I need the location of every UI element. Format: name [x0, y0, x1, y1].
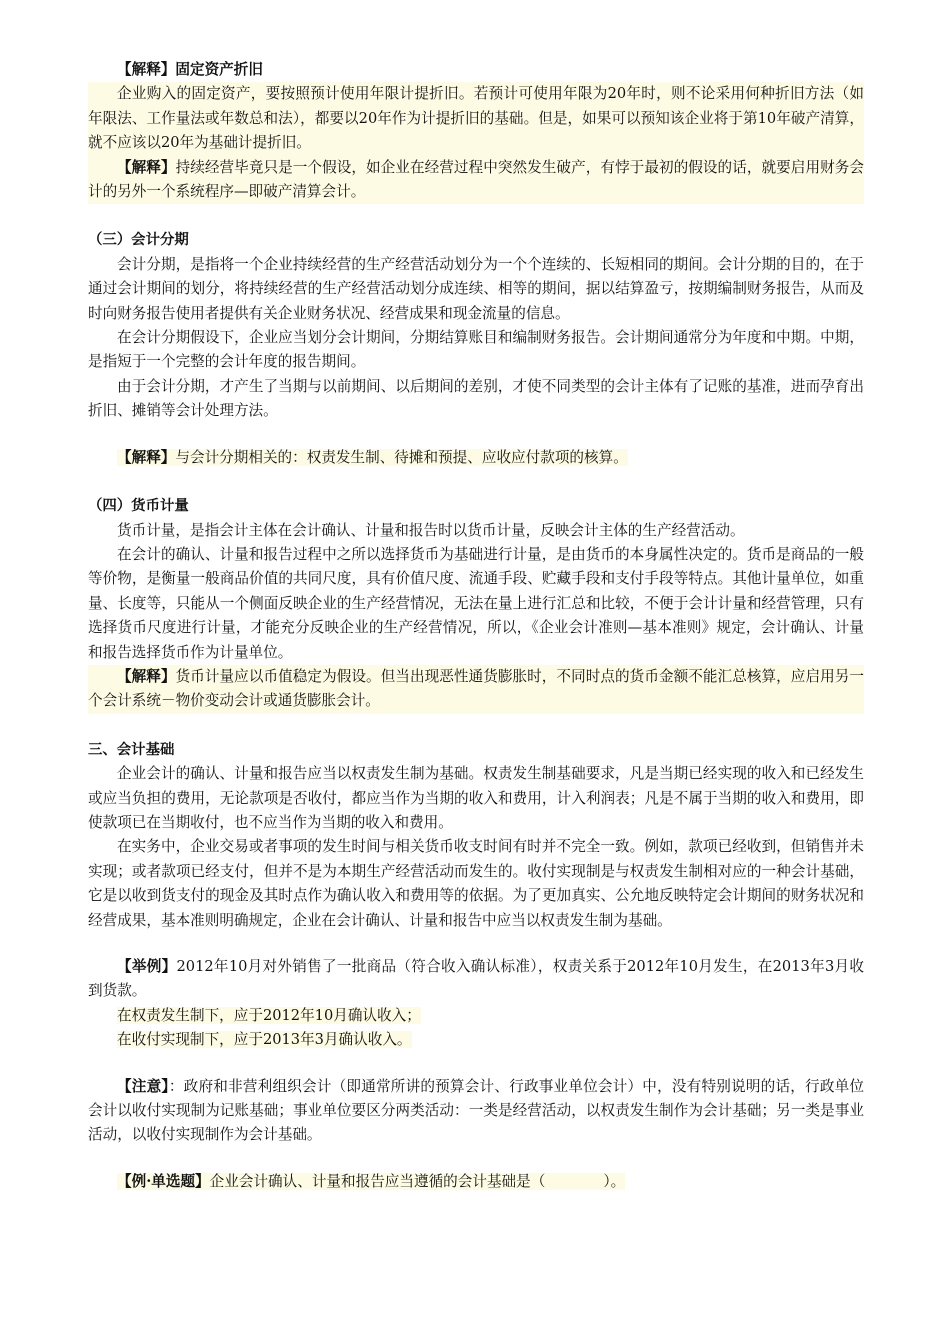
note-text: 与会计分期相关的：权责发生制、待摊和预提、应收应付款项的核算。: [175, 448, 628, 466]
note-label: 【解释】: [117, 448, 176, 466]
note-government-accounting: [88, 1075, 864, 1148]
note-label: 【解释】: [117, 158, 176, 176]
heading-accounting-basis: 三、会计基础: [88, 741, 175, 758]
note-period: [88, 446, 864, 470]
example-text: 2012年10月对外销售了一批商品（符合收入确认标准），权责关系于2012年10月发生，在2013年3月收到货款。: [88, 958, 864, 1000]
example-label: 【举例】: [117, 958, 177, 975]
section-title-depreciation: 【解释】固定资产折旧: [117, 61, 263, 78]
paragraph-depreciation: 企业购入的固定资产，要按照预计使用年限计提折旧。若预计可使用年限为20年时，则不论采用何种折旧方法（如年限法、工作量法或年数总和法），都要以20年作为计提折旧的基础。但是，如果可以预知该企业将于第10年破产清算，就不应该以20年为基础计提折旧。: [88, 82, 864, 155]
note-text: 货币计量应以币值稳定为假设。但当出现恶性通货膨胀时，不同时点的货币金额不能汇总核算，应启用另一个会计系统－物价变动会计或通货膨胀会计。: [88, 667, 864, 710]
paragraph-period-1: 会计分期，是指将一个企业持续经营的生产经营活动划分为一个个连续的、长短相同的期间。会计分期的目的，在于通过会计期间的划分，将持续经营的生产经营活动划分成连续、相等的期间，据以结算盈亏，按期编制财务报告，从而及时向财务报告使用者提供有关企业财务状况、经营成果和现金流量的信息。: [88, 255, 864, 322]
paragraph-period-2: 在会计分期假设下，企业应当划分会计期间，分期结算账目和编制财务报告。会计期间通常分为年度和中期。中期，是指短于一个完整的会计年度的报告期间。: [88, 329, 864, 371]
question-single-choice: [88, 1170, 864, 1194]
paragraph-monetary-2: 在会计的确认、计量和报告过程中之所以选择货币为基础进行计量，是由货币的本身属性决定的。货币是商品的一般等价物，是衡量一般商品价值的共同尺度，具有价值尺度、流通手段、贮藏手段和支付手段等特点。其他计量单位，如重量、长度等，只能从一个侧面反映企业的生产经营情况，无法在量上进行汇总和比较，不便于会计计量和经营管理，只有选择货币尺度进行计量，才能充分反映企业的生产经营情况，所以，《企业会计准则—基本准则》规定，会计确认、计量和报告选择货币作为计量单位。: [88, 545, 864, 661]
note-label: 【注意】: [117, 1077, 169, 1095]
question-end: ）。: [603, 1172, 626, 1190]
note-going-concern: [88, 156, 864, 205]
note-monetary: [88, 665, 864, 714]
paragraph-basis-2: 在实务中，企业交易或者事项的发生时间与相关货币收支时间有时并不完全一致。例如，款项已经收到，但销售并未实现；或者款项已经支付，但并不是为本期生产经营活动而发生的。收付实现制是与权责发生制相对应的一种会计基础，它是以收到货支付的现金及其时点作为确认收入和费用等的依据。为了更加真实、公允地反映特定会计期间的财务状况和经营成果，基本准则明确规定，企业在会计确认、计量和报告中应当以权责发生制为基础。: [88, 838, 864, 929]
heading-accounting-period: （三）会计分期: [88, 232, 189, 249]
heading-monetary-measurement: （四）货币计量: [88, 498, 189, 515]
example-line-cash: 在收付实现制下，应于2013年3月确认收入。: [117, 1031, 412, 1049]
example-block: [88, 955, 864, 1004]
example-line-accrual: 在权责发生制下，应于2012年10月确认收入；: [117, 1006, 421, 1024]
note-text: 持续经营毕竟只是一个假设，如企业在经营过程中突然发生破产，有悖于最初的假设的话，就要启用财务会计的另外一个系统程序—即破产清算会计。: [88, 158, 864, 201]
paragraph-basis-1: 企业会计的确认、计量和报告应当以权责发生制为基础。权责发生制基础要求，凡是当期已经实现的收入和已经发生或应当负担的费用，无论款项是否收付，都应当作为当期的收入和费用，计入利润表；凡是不属于当期的收入和费用，即使款项已在当期收付，也不应当作为当期的收入和费用。: [88, 765, 864, 831]
paragraph-period-3: 由于会计分期，才产生了当期与以前期间、以后期间的差别，才使不同类型的会计主体有了记账的基准，进而孕育出折旧、摊销等会计处理方法。: [88, 377, 864, 420]
question-text: 企业会计确认、计量和报告应当遵循的会计基础是（: [209, 1172, 546, 1190]
note-text: ：政府和非营利组织会计（即通常所讲的预算会计、行政事业单位会计）中，没有特别说明的话，行政单位会计以收付实现制为记账基础；事业单位要区分两类活动：一类是经营活动，以权责发生制作为会计基础；另一类是事业活动，以收付实现制作为会计基础。: [88, 1077, 865, 1144]
paragraph-monetary-1: 货币计量，是指会计主体在会计确认、计量和报告时以货币计量，反映会计主体的生产经营活动。: [117, 521, 745, 539]
note-label: 【解释】: [117, 667, 176, 685]
question-label: 【例·单选题】: [117, 1172, 210, 1190]
document-page: [88, 58, 864, 1194]
